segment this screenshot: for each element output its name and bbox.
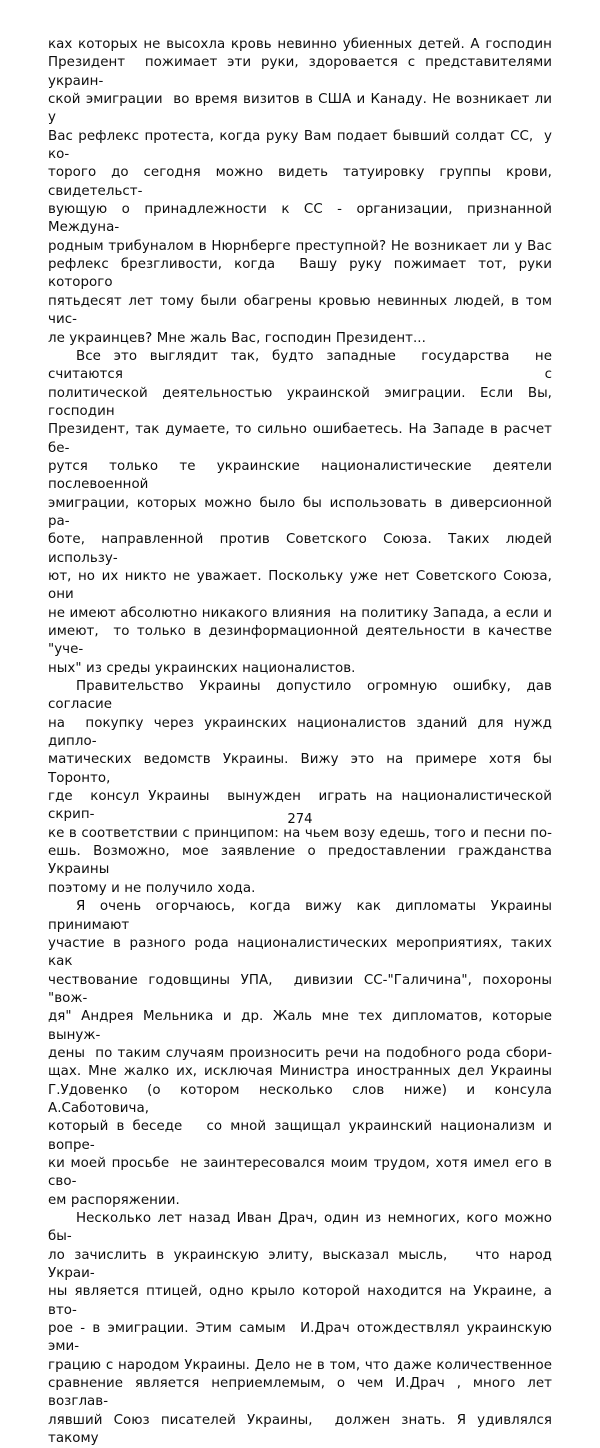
- text-line: Г.Удовенко (о котором несколько слов ниже) и консула А.Саботовича,: [48, 1082, 557, 1116]
- text-line: ем распоряжении.: [48, 1192, 180, 1208]
- paragraph: [48, 36, 557, 348]
- paragraph: [48, 348, 557, 678]
- text-line: Все это выглядит так, будто западные государства не считаются с: [48, 348, 557, 383]
- paragraph: [48, 898, 557, 1210]
- text-line: ны является птицей, одно крыло которой находится на Украине, а вто-: [48, 1284, 557, 1318]
- text-line: где консул Украины вынужден играть на националистической скрип-: [48, 789, 557, 823]
- page-number: 274: [287, 812, 313, 827]
- text-line: ных" из среды украинских националистов.: [48, 660, 356, 676]
- text-line: эмиграции, которых можно было бы использовать в диверсионной ра-: [48, 495, 557, 529]
- paragraph: [48, 678, 557, 898]
- text-line: который в беседе со мной защищал украинский национализм и вопре-: [48, 1119, 557, 1153]
- text-line: торого до сегодня можно видеть татуировку группы крови, свидетельст-: [48, 165, 557, 199]
- text-line: ют, но их никто не уважает. Поскольку уже нет Советского Союза, они: [48, 568, 557, 603]
- text-line: матических ведомств Украины. Вижу это на примере хотя бы Торонто,: [48, 752, 557, 786]
- text-line: ке в соответствии с принципом: на чьем возу едешь, того и песни по-: [48, 825, 552, 841]
- text-line: ешь. Возможно, мое заявление о предоставлении гражданства Украины: [48, 844, 557, 878]
- text-line: ки моей просьбе не заинтересовался моим трудом, хотя имел его в сво-: [48, 1155, 557, 1190]
- text-line: поэтому и не получило хода.: [48, 880, 256, 896]
- text-line: ской эмиграции во время визитов в США и Канаду. Не возникает ли у: [48, 92, 557, 126]
- body-text-column: [48, 36, 561, 1448]
- text-line: участие в разного рода националистических мероприятиях, таких как: [48, 935, 557, 970]
- text-line: Правительство Украины допустило огромную ошибку, дав согласие: [48, 679, 557, 713]
- text-line: родным трибуналом в Нюрнберге преступной? Не возникает ли у Вас: [48, 238, 552, 254]
- text-line: лявший Союз писателей Украины, должен знать. Я удивлялся такому: [48, 1412, 557, 1447]
- text-line: рое - в эмиграции. Этим самым И.Драч отождествлял украинскую эми-: [48, 1321, 557, 1355]
- text-line: чествование годовщины УПА, дивизии СС-"Галичина", похороны "вож-: [48, 972, 557, 1006]
- text-line: ло зачислить в украинскую элиту, высказал мысль, что народ Украи-: [48, 1247, 557, 1282]
- text-line: ках которых не высохла кровь невинно убиенных детей. А господин: [48, 37, 552, 52]
- text-line: Вас рефлекс протеста, когда руку Вам подает бывший солдат СС, у ко-: [48, 128, 557, 163]
- text-line: на покупку через украинских националистов зданий для нужд дипло-: [48, 715, 557, 750]
- text-line: грацию с народом Украины. Дело не в том, что даже количественное: [48, 1357, 552, 1373]
- text-line: рефлекс брезгливости, когда Вашу руку пожимает тот, руки которого: [48, 257, 557, 291]
- text-line: ле украинцев? Мне жаль Вас, господин Президент...: [48, 330, 426, 346]
- text-line: имеют, то только в дезинформационной деятельности в качестве "уче-: [48, 624, 557, 658]
- text-line: пятьдесят лет тому были обагрены кровью невинных людей, в том чис-: [48, 293, 557, 328]
- text-line: сравнение является неприемлемым, о чем И.Драч , много лет возглав-: [48, 1376, 561, 1410]
- text-line: боте, направленной против Советского Союза. Таких людей использу-: [48, 532, 557, 566]
- text-line: Президент, так думаете, то сильно ошибаетесь. На Западе в расчет бе-: [48, 422, 557, 456]
- text-line: политической деятельностью украинской эмиграции. Если Вы, господин: [48, 385, 557, 419]
- paragraph: [48, 1210, 561, 1448]
- text-line: щах. Мне жалко их, исключая Министра иностранных дел Украины: [48, 1064, 552, 1080]
- text-line: Несколько лет назад Иван Драч, один из немногих, кого можно бы-: [48, 1211, 557, 1245]
- text-line: не имеют абсолютно никакого влияния на политику Запада, а если и: [48, 605, 552, 621]
- text-line: вующую о принадлежности к СС - организации, признанной Междуна-: [48, 202, 557, 236]
- text-line: Я очень огорчаюсь, когда вижу как дипломаты Украины принимают: [48, 899, 557, 933]
- text-line: дя" Андрея Мельника и др. Жаль мне тех дипломатов, которые вынуж-: [48, 1009, 557, 1043]
- text-line: дены по таким случаям произносить речи на подобного рода сбори-: [48, 1045, 552, 1061]
- text-line: рутся только те украинские националистические деятели послевоенной: [48, 458, 557, 493]
- text-line: Президент пожимает эти руки, здоровается с представителями украин-: [48, 55, 557, 89]
